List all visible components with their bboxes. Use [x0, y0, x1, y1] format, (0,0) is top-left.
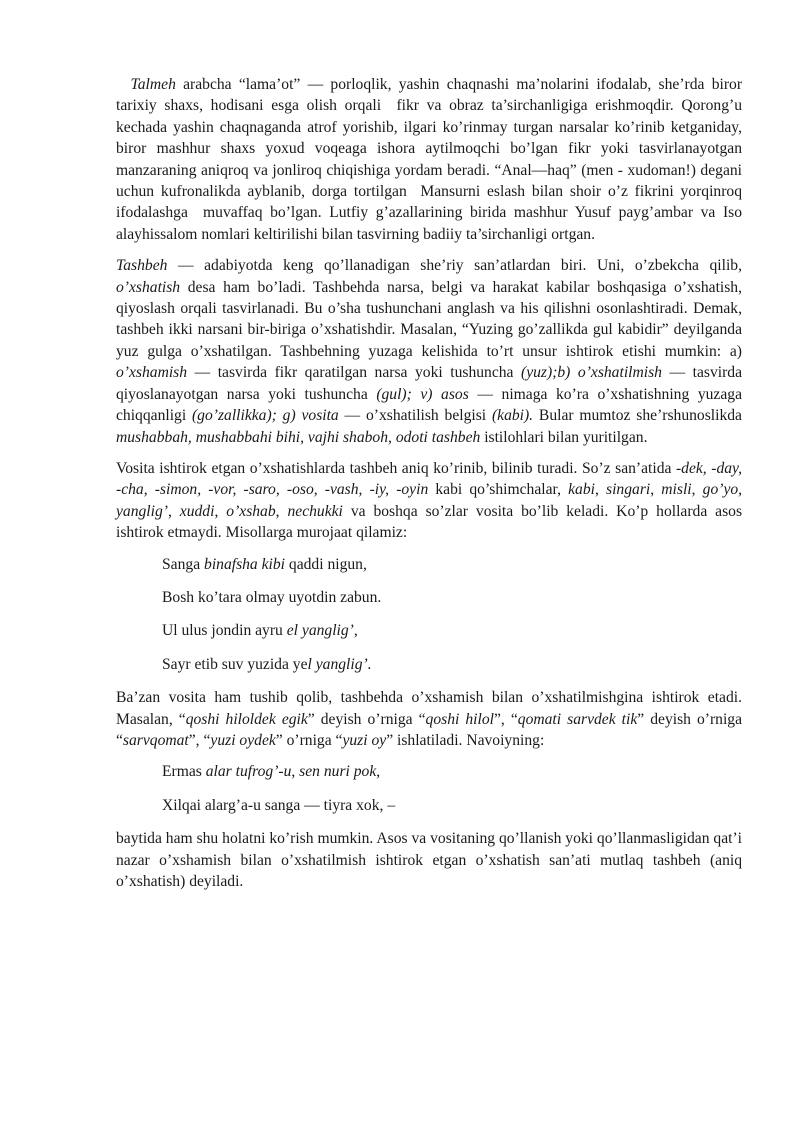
- text-run: desa ham bo’ladi. Tashbehda narsa, belgi va harakat kabilar boshqasiga o’xshatish, qiyoslash orqali tasvirlanadi. Bu o’sha tushunchani anglash va his qilishni osonlashtiradi. Demak, tashbeh ikki narsani bir-biriga o’xshatishdir. Masalan, “Yuzing go’zallikda gul kabidir” deyilganda yuz gulga o’xshatilgan. Tashbehning yuzaga kelishida to’rt unsur ishtirok etishi mumkin: a): [116, 278, 746, 360]
- text-run: ,: [376, 763, 381, 781]
- verse-line: [162, 587, 742, 608]
- italic-text: kabi: [568, 481, 595, 499]
- text-run: Ul ulus jondin ayru: [162, 622, 287, 640]
- italic-text: Tashbeh: [116, 257, 168, 275]
- italic-text: sen nuri pok: [299, 763, 377, 781]
- text-run: Ermas: [162, 763, 206, 781]
- verse-line: [162, 654, 742, 675]
- italic-text: nechukki: [287, 502, 343, 520]
- text-run: ,: [291, 763, 300, 781]
- paragraph: [116, 74, 746, 245]
- text-run: arabcha “lama’ot” — porloqlik, yashin chaqnashi ma’nolarini ifodalab, she’rda biror tarixiy shaxs, hodisani esga olish orqali fikr va obraz ta’sirchanligiga erishmoqdir. Qorong’u kechada yashin chaqnaganda atrof yorishib, ilgari ko’rinmay turgan narsalar ko’rinib ketganiday, biror mashhur shaxs yoxud voqeaga ishora aytilmoqchi bo’lgan fikr yoki tasvirlanayotgan manzaraning aniqroq va jonliroq chiqishiga yordam beradi. “Anal—haq” (men - xudoman!) degani uchun kufronalikda ayblanib, dorga tortilgan Mansurni eslash bilan shoir o’z fikrini yorqinroq ifodalashga muvaffaq bo’lgan. Lutfiy g’azallarining birida mashhur Yusuf payg’ambar va Iso alayhissalom nomlari keltirilishi bilan tasvirning badiiy ta’sirchanligi ortgan.: [116, 76, 746, 243]
- text-run: Xilqai alarg’a-u sanga — tiyra xok, –: [162, 796, 396, 814]
- text-run: ” o’rniga “: [275, 731, 343, 749]
- italic-text: l yanglig’.: [307, 655, 372, 673]
- italic-text: qoshi hiloldek egik: [185, 710, 308, 728]
- text-run: ” deyish o’rniga “: [116, 710, 746, 749]
- text-run: — tasvirda fikr qaratilgan narsa yoki tushuncha: [187, 364, 522, 382]
- text-run: Vosita ishtirok etgan o’xshatishlarda tashbeh aniq ko’rinib, bilinib turadi. So’z san’atida: [116, 459, 676, 477]
- paragraph: [116, 458, 746, 544]
- text-run: istilohlari bilan yuritilgan.: [480, 428, 648, 446]
- text-run: Sayr etib suv yuzida ye: [162, 655, 308, 673]
- text-run: — adabiyotda keng qo’llanadigan she’riy san’atlardan biri. Uni, o’zbekcha qilib,: [167, 257, 746, 275]
- italic-text: qoshi hilol: [425, 710, 494, 728]
- text-run: ” deyish o’rniga “: [307, 710, 426, 728]
- italic-text: mushabbah, mushabbahi bihi, vajhi shaboh, odoti tashbeh: [116, 428, 481, 446]
- text-run: Ba’zan vosita ham tushib qolib, tashbehda o’xshamish bilan o’xshatilmishgina ishtirok etadi. Masalan, “: [116, 689, 746, 728]
- verse-line: [162, 620, 742, 641]
- verse-line: [162, 761, 742, 782]
- italic-text: o’xshab: [226, 502, 276, 520]
- italic-text: singari: [606, 481, 651, 499]
- italic-text: (go’zallikka); g) vosita: [191, 407, 339, 425]
- italic-text: (kabi).: [491, 407, 534, 425]
- text-run: — o’xshatilish belgisi: [338, 407, 492, 425]
- italic-text: o’xshamish: [116, 364, 188, 382]
- text-run: ,: [691, 481, 703, 499]
- text-run: ,: [214, 502, 227, 520]
- italic-text: qomati sarvdek tik: [517, 710, 638, 728]
- italic-text: Talmeh: [130, 76, 176, 93]
- italic-text: alar tufrog’-u: [205, 763, 292, 781]
- paragraph: [116, 687, 746, 751]
- text-run: Sanga: [162, 555, 205, 573]
- italic-text: yuzi oydek: [210, 731, 276, 749]
- italic-text: misli: [661, 481, 692, 499]
- text-run: kabi qo’shimchalar,: [428, 481, 569, 499]
- paragraph: [116, 255, 746, 448]
- text-run: ”, “: [493, 710, 518, 728]
- text-run: ” ishlatiladi. Navoiyning:: [386, 731, 545, 749]
- text-run: — tasvirda qiyoslanayotgan narsa yoki tushuncha: [116, 364, 746, 403]
- document-page: [116, 74, 746, 902]
- text-run: baytida ham shu holatni ko’rish mumkin. Asos va vositaning qo’llanish yoki qo’llanmasligidan qat’i nazar o’xshamish bilan o’xshatilmish ishtirok etgan o’xshatish san’ati mutlaq tashbeh (aniq o’xshatish) deyiladi.: [116, 830, 746, 890]
- text-run: — nimaga ko’ra o’xshatishning yuzaga chiqqanligi: [116, 385, 746, 425]
- italic-text: yuzi oy: [342, 731, 387, 749]
- verse-line: [162, 795, 742, 816]
- italic-text: (yuz);b) o’xshatilmish: [521, 364, 662, 382]
- italic-text: binafsha kibi: [204, 555, 286, 573]
- text-run: ,: [650, 481, 662, 499]
- italic-text: sarvqomat: [122, 731, 189, 749]
- italic-text: go’yo, yanglig’: [116, 481, 746, 520]
- italic-text: xuddi: [179, 502, 215, 520]
- text-run: [116, 76, 131, 93]
- text-run: qaddi nigun,: [285, 555, 367, 573]
- text-run: ,: [167, 502, 180, 520]
- italic-text: o’xshatish: [116, 278, 181, 296]
- text-run: ,: [275, 502, 288, 520]
- text-run: Bular mumtoz she’rshunoslikda: [533, 407, 746, 425]
- verse-line: [162, 554, 742, 575]
- text-run: ,: [594, 481, 607, 499]
- paragraph: [116, 828, 746, 892]
- text-run: va boshqa so’zlar vosita bo’lib keladi. Ko’p hollarda asos ishtirok etmaydi. Misollarga murojaat qilamiz:: [116, 502, 746, 542]
- text-run: ”, “: [188, 731, 211, 749]
- italic-text: (gul); v) asos: [376, 385, 469, 403]
- italic-text: el yanglig’,: [286, 622, 358, 640]
- text-run: Bosh ko’tara olmay uyotdin zabun.: [162, 588, 382, 606]
- italic-text: -dek, -day, -cha, -simon, -vor, -saro, -oso, -vash, -iy, -oyin: [116, 459, 746, 499]
